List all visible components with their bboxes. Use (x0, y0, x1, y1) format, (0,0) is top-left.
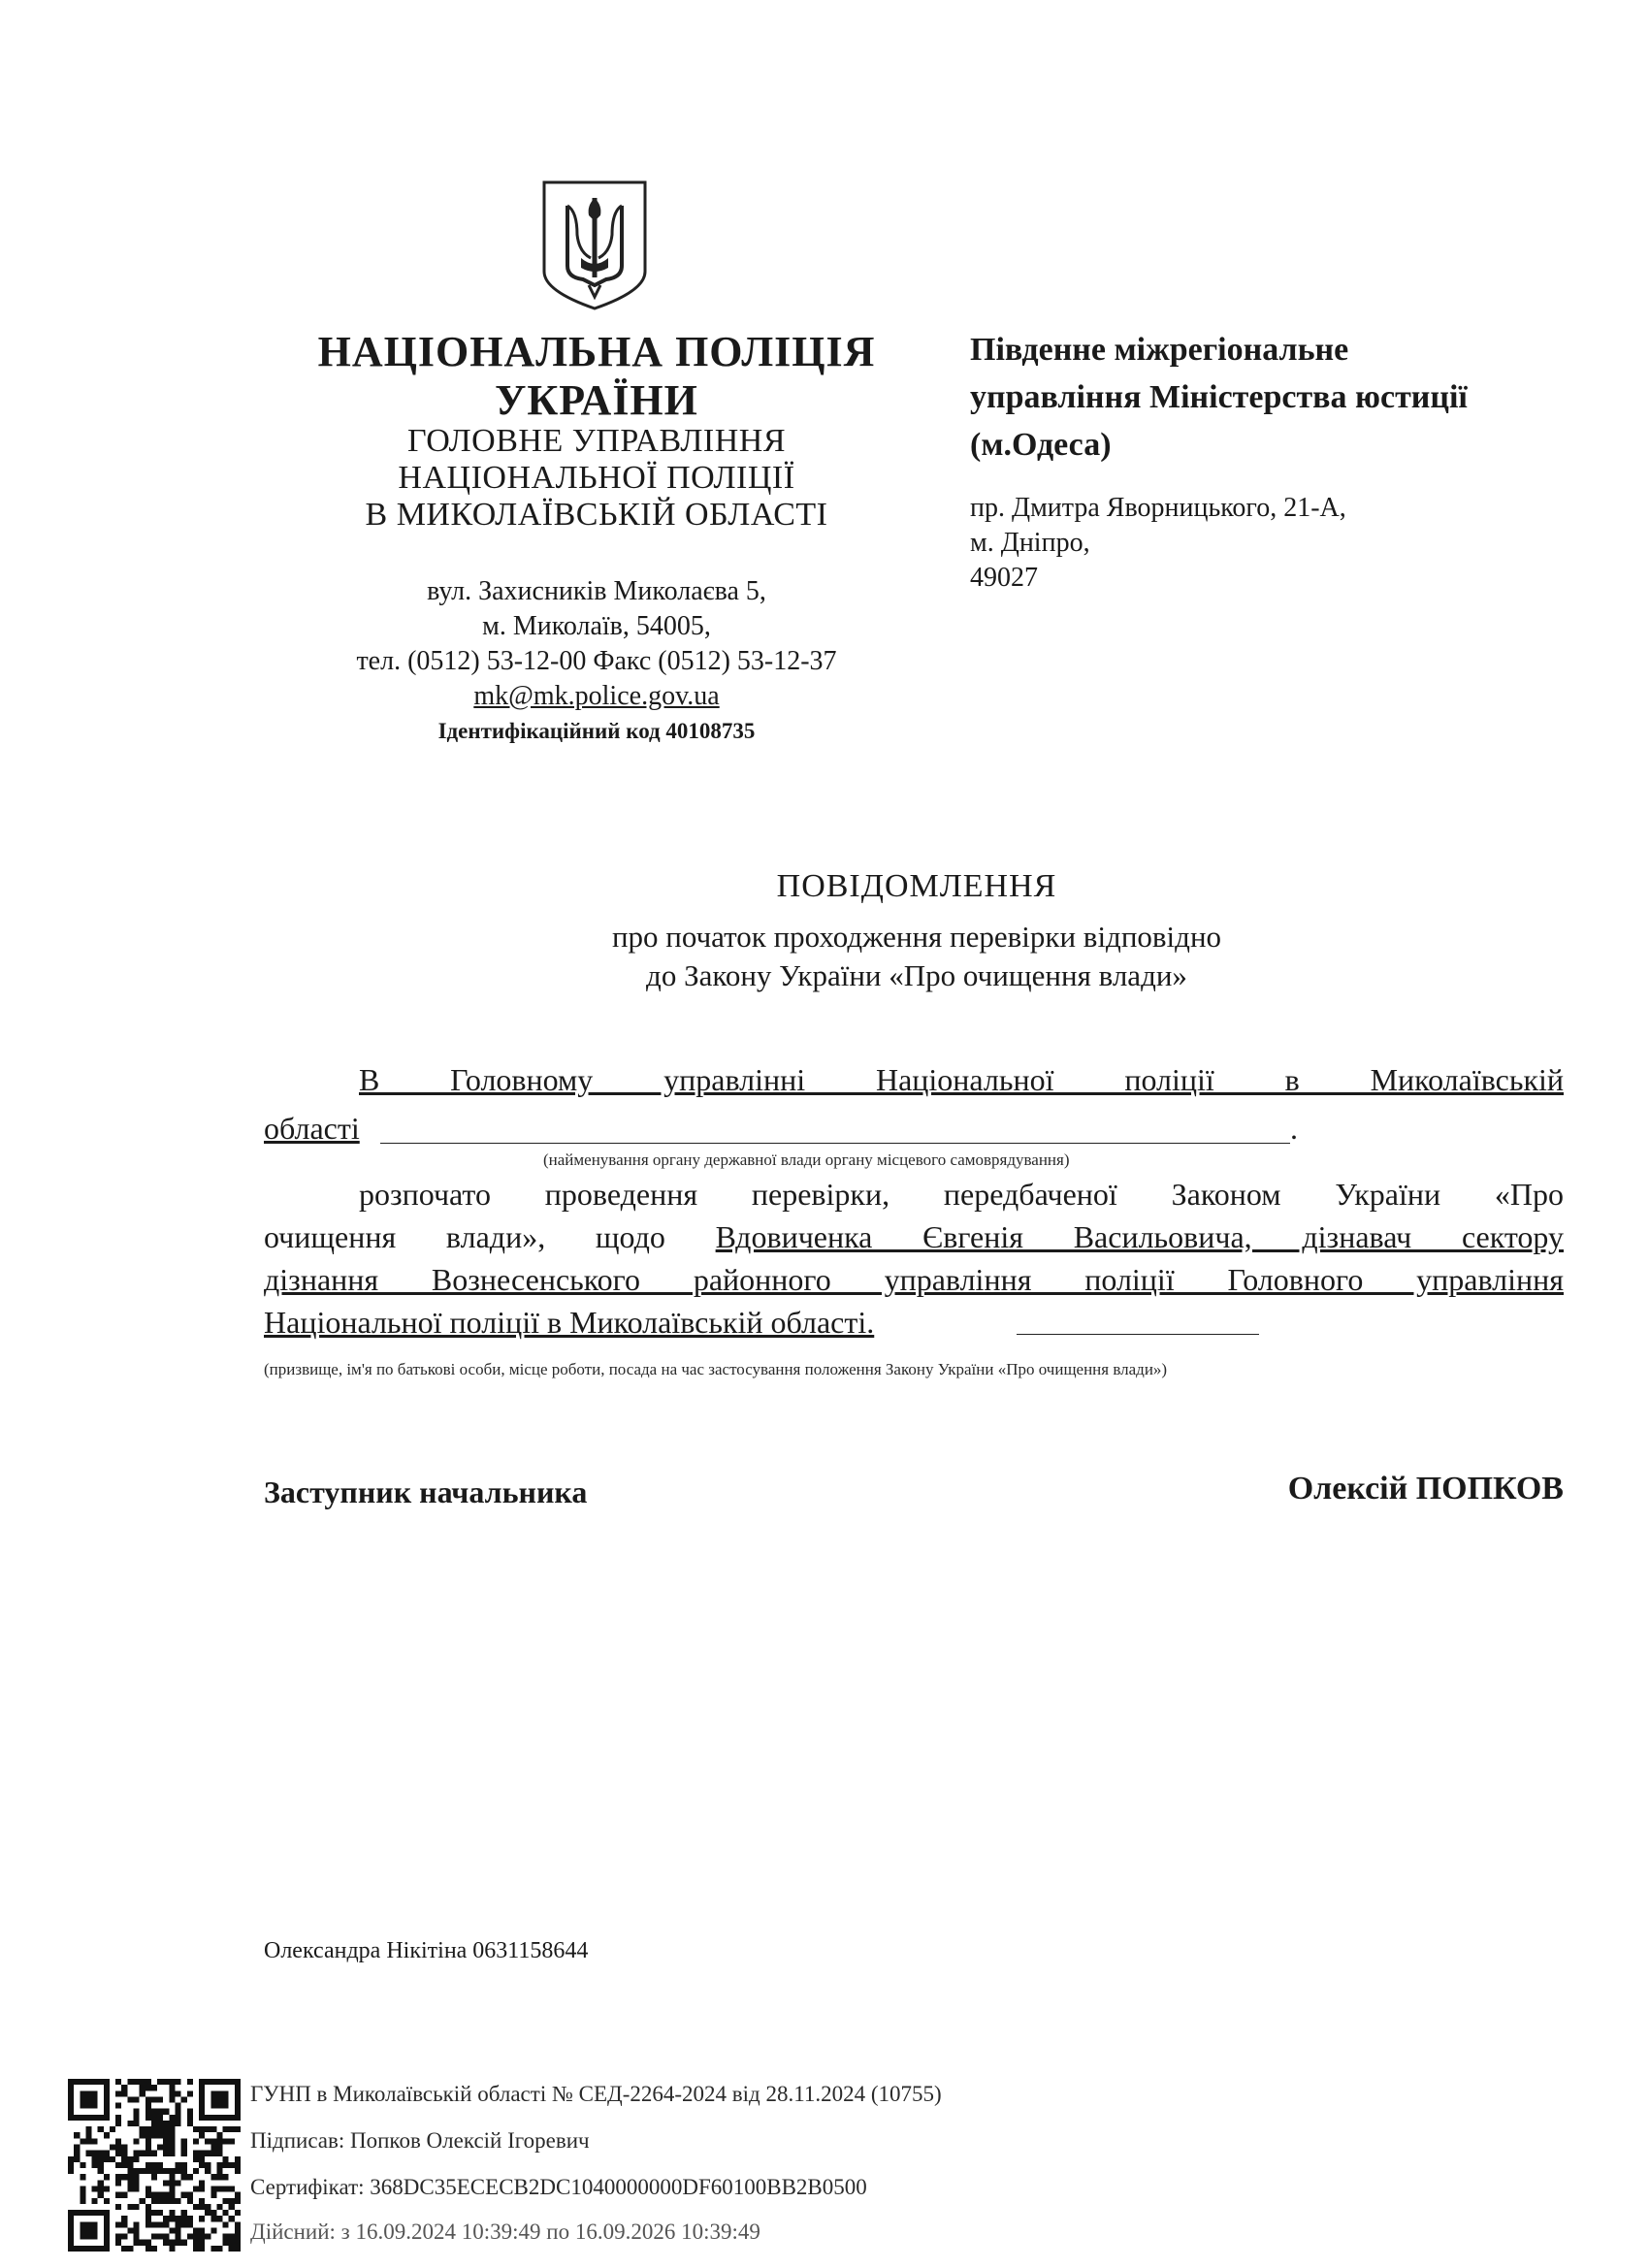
esign-validity: Дійсний: з 16.09.2024 10:39:49 по 16.09.2026 10:39:49 (250, 2219, 760, 2244)
recipient-name (970, 326, 1591, 469)
esign-document-reference: ГУНП в Миколаївській області № СЕД-2264-2024 від 28.11.2024 (10755) (250, 2082, 942, 2106)
signatory-position: Заступник начальника (264, 1474, 588, 1509)
recipient-city: м. Дніпро, (970, 528, 1090, 558)
esign-signed-by: Підписав: Попков Олексій Ігоревич (250, 2128, 590, 2153)
sender-phone: тел. (0512) 53-12-00 Факс (0512) 53-12-37 (356, 646, 837, 676)
sender-city: м. Миколаїв, 54005, (482, 611, 711, 641)
organization-title (291, 328, 902, 425)
recipient-street: пр. Дмитра Яворницького, 21-А, (970, 493, 1346, 523)
organization-title-line2: УКРАЇНИ (495, 376, 698, 424)
recipient-address (970, 491, 1552, 596)
coat-of-arms-icon (538, 177, 651, 312)
department-title-line2: НАЦІОНАЛЬНОЇ ПОЛІЦІЇ (398, 460, 795, 496)
notice-subtitle-line2: до Закону України «Про очищення влади» (646, 958, 1187, 992)
notice-subtitle (291, 918, 1542, 995)
body-line5-text: дізнання Вознесенського районного управління поліції Головного управління (264, 1262, 1564, 1297)
organ-name-hint: (найменування органу державної влади органу місцевого самоврядування) (543, 1150, 1070, 1169)
notice-title: ПОВІДОМЛЕННЯ (776, 868, 1057, 904)
sender-email-link[interactable]: mk@mk.police.gov.ua (473, 681, 720, 711)
department-title (291, 423, 902, 534)
qr-code-icon (68, 2079, 241, 2252)
body-line3-text: розпочато проведення перевірки, передбаченої Законом України «Про (359, 1177, 1564, 1212)
body-paragraph-line5 (264, 1261, 1564, 1298)
executor-contact: Олександра Нікітіна 0631158644 (264, 1938, 589, 1963)
body-line2-tail: . (1290, 1111, 1298, 1146)
recipient-line1: Південне міжрегіональне (970, 332, 1349, 368)
sender-id-code: Ідентифікаційний код 40108735 (437, 719, 756, 743)
blank-fill-line (380, 1143, 1290, 1144)
recipient-postcode: 49027 (970, 563, 1038, 593)
recipient-line2: управління Міністерства юстиції (970, 379, 1468, 415)
organization-title-line1: НАЦІОНАЛЬНА ПОЛІЦІЯ (317, 328, 876, 375)
notice-subtitle-line1: про початок проходження перевірки відповідно (611, 920, 1222, 954)
body-line1-text: В Головному управлінні Національної поліції в Миколаївській (359, 1062, 1564, 1097)
body-line4-prefix: очищення влади», щодо (264, 1219, 665, 1254)
person-info-hint: (призвище, ім'я по батькові особи, місце роботи, посада на час застосування положення Закону України «Про очищення влади») (264, 1360, 1168, 1378)
sender-address (291, 574, 902, 749)
person-name-position: Вдовиченка Євгенія Васильовича, дізнавач сектору (715, 1219, 1564, 1254)
esign-certificate: Сертифікат: 368DC35ECECB2DC1040000000DF60100BB2B0500 (250, 2175, 867, 2199)
body-paragraph-line4 (264, 1218, 1564, 1255)
sender-street: вул. Захисників Миколаєва 5, (427, 576, 766, 606)
body-line6-text: Національної поліції в Миколаївській області. (264, 1305, 875, 1340)
blank-fill-line-2 (1017, 1334, 1259, 1335)
body-paragraph-line6 (264, 1304, 1564, 1341)
department-title-line1: ГОЛОВНЕ УПРАВЛІННЯ (406, 423, 787, 459)
body-paragraph-line3 (264, 1176, 1564, 1213)
body-line2-text: області (264, 1111, 360, 1146)
signatory-name: Олексій ПОПКОВ (1287, 1471, 1564, 1507)
body-paragraph-line2 (264, 1110, 1564, 1147)
department-title-line3: В МИКОЛАЇВСЬКІЙ ОБЛАСТІ (365, 497, 828, 533)
recipient-line3: (м.Одеса) (970, 427, 1112, 463)
body-paragraph-line1 (264, 1061, 1564, 1098)
